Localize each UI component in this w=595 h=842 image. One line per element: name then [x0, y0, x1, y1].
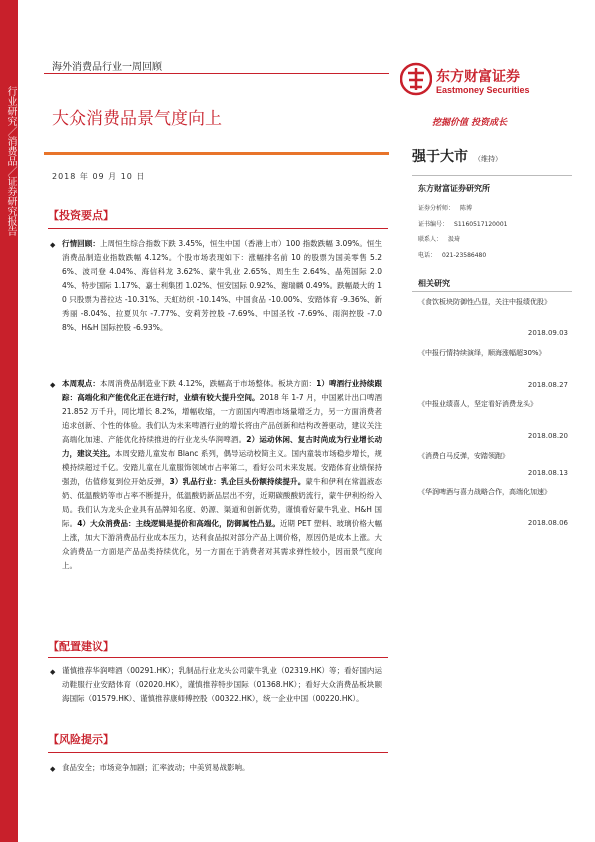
sidebar-category-text: 行业研究／消费品／证券研究报告 — [5, 86, 16, 236]
section-key-points — [48, 206, 114, 224]
brand-name-cn: 东方财富证券 — [436, 69, 520, 85]
certificate-row: 证书编号： S1160517120001 — [418, 221, 508, 228]
bullet-icon: ◆ — [50, 241, 56, 249]
contact-row: 联系人： 汲琦 — [418, 236, 461, 243]
brand-slogan: 挖掘价值 投资成长 — [432, 118, 508, 128]
section-allocation-title: 【配置建议】 — [48, 640, 114, 653]
report-subtitle: 海外消费品行业一周回顾 — [52, 62, 162, 73]
brand-name-en: Eastmoney Securities — [436, 85, 530, 95]
related-item-date: 2018.08.27 — [527, 381, 568, 389]
related-item[interactable]: 《消费白马反弹，安踏领跑》 — [418, 452, 509, 460]
related-research-title: 相关研究 — [418, 279, 450, 288]
related-item[interactable]: 《中报业绩喜人，坚定看好消费龙头》 — [418, 400, 537, 408]
section-key-points-rule — [48, 228, 388, 229]
risk-paragraph: 食品安全；市场竞争加剧；汇率波动；中美贸易战影响。 — [62, 763, 250, 772]
weekly-view-paragraph: 本周观点：本周消费品制造业下跌 4.12%，跌幅高于市场整体。板块方面：1）啤酒行业持续跟踪：高端化和产能优化正在进行时，业绩有较大提升空间。2018 年 1-7 月，中国累计出口啤酒 21.852 万千升，同比增长 8.2%，增幅收缩，一方面国内啤酒市场量增乏力，另一方面消费者追求创新、个性的体验。我们认为未来啤酒行业的增长将由产品创新和结构改善驱动，建议关注高端化加速、产能优化持续推进的行业龙头华润啤酒。2）运动休闲、复古时尚成为行业增长动力，建议关注。本周安踏儿童发布 Blanc 系列，偶导运动校简主义。国内童装市场稳步增长，规模持续超过千亿。安踏儿童在儿童服饰领域市占率第二，看好公司未来发展。安踏体育业绩保持强劲，估值修复到位开始反弹，3）乳品行业：乳企巨头份额持续提升。蒙牛和伊利在常温液态奶、低温酸奶等市占率不断提升，低温酸奶新品层出不穷，近期碳酸酸奶流行，蒙牛伊利纷纷入局。我们认为龙头企业具有品牌知名度、奶源、渠道和创新优势，谨慎看好蒙牛乳业、H&H 国际。4）大众消费品：主线逻辑是提价和高端化，防御属性凸显。近期 PET 塑料、玻璃价格大幅上涨，加大下游消费品行业成本压力，达利食品拟对部分产品上调价格，原因仍是成本上涨。大众消费品一方面是产品品类持续优化，另一方面在于消费者对其需求弹性较小，因而景气度向上。 — [62, 379, 383, 570]
phone-row: 电话： 021-23586480 — [418, 252, 487, 259]
related-item-date: 2018.08.06 — [527, 519, 568, 527]
rating-rule — [412, 175, 572, 176]
allocation-paragraph: 谨慎推荐华润啤酒（00291.HK）；乳制品行业龙头公司蒙牛乳业（02319.HK）等；看好国内运动鞋服行业安踏体育（02020.HK），谨慎推荐特步国际（01368.HK）；看好大众消费品板块颐海国际（01579.HK）、谨慎推荐康师傅控股（00322.HK），统一企业中国（00220.HK）。 — [62, 666, 382, 703]
related-item[interactable]: 《中报行情持续演绎，顺海涨幅超30%》 — [418, 349, 546, 357]
section-risk-rule — [48, 752, 388, 753]
related-item-date: 2018.08.20 — [527, 432, 568, 440]
related-item-date: 2018.08.13 — [527, 469, 568, 477]
section-allocation-rule — [48, 657, 388, 658]
report-date: 2018 年 09 月 10 日 — [52, 172, 146, 181]
section-risk — [48, 730, 114, 748]
related-item[interactable]: 《华润啤酒与喜力战略合作，高端化加速》 — [418, 488, 551, 496]
related-item[interactable]: 《食饮板块防御性凸显，关注中报绩优股》 — [418, 298, 551, 306]
logo-mark-icon — [400, 62, 432, 96]
title-bar — [44, 152, 389, 155]
bullet-icon: ◆ — [50, 668, 56, 676]
header-rule — [44, 73, 389, 74]
rating-block — [412, 146, 572, 166]
bullet-icon: ◆ — [50, 381, 56, 389]
page-title: 大众消费品景气度向上 — [52, 109, 222, 129]
related-item-date: 2018.09.03 — [527, 329, 568, 337]
section-allocation — [48, 637, 114, 655]
brand-logo — [400, 62, 570, 102]
institute-name: 东方财富证券研究所 — [418, 184, 490, 193]
market-review-paragraph: 行情回顾：上周恒生综合指数下跌 3.45%，恒生中国（香港上市）100 指数跌幅 3.09%。恒生消费品制造业指数跌幅 4.12%。个股市场表现如下：涨幅排名前 10 的股票为国美零售 5.26%、波司登 4.04%、海信科龙 3.62%、蒙牛乳业 2.65%、周生生 2.64%、晶苑国际 2.04%、特步国际 1.17%、嘉士利集团 1.02%、恒安国际 0.92%、谢瑞麟 0.49%。跌幅最大的 10 只股票为普拉达 -10.31%、天虹纺织 -10.14%、中国食品 -10.00%、安踏体育 -9.36%、新秀丽 -8.04%、拉夏贝尔 -7.77%、安莉芳控股 -7.69%、中国圣牧 -7.69%、雨润控股 -7.08%、H&H 国际控股 -6.93%。 — [62, 239, 383, 332]
rating-sub: （维持） — [474, 155, 502, 163]
related-rule — [412, 291, 572, 292]
section-risk-title: 【风险提示】 — [48, 733, 114, 746]
section-key-points-title: 【投资要点】 — [48, 209, 114, 222]
analyst-row: 证券分析师： 陈博 — [418, 205, 473, 212]
bullet-icon: ◆ — [50, 765, 56, 773]
rating-main: 强于大市 — [412, 149, 468, 165]
